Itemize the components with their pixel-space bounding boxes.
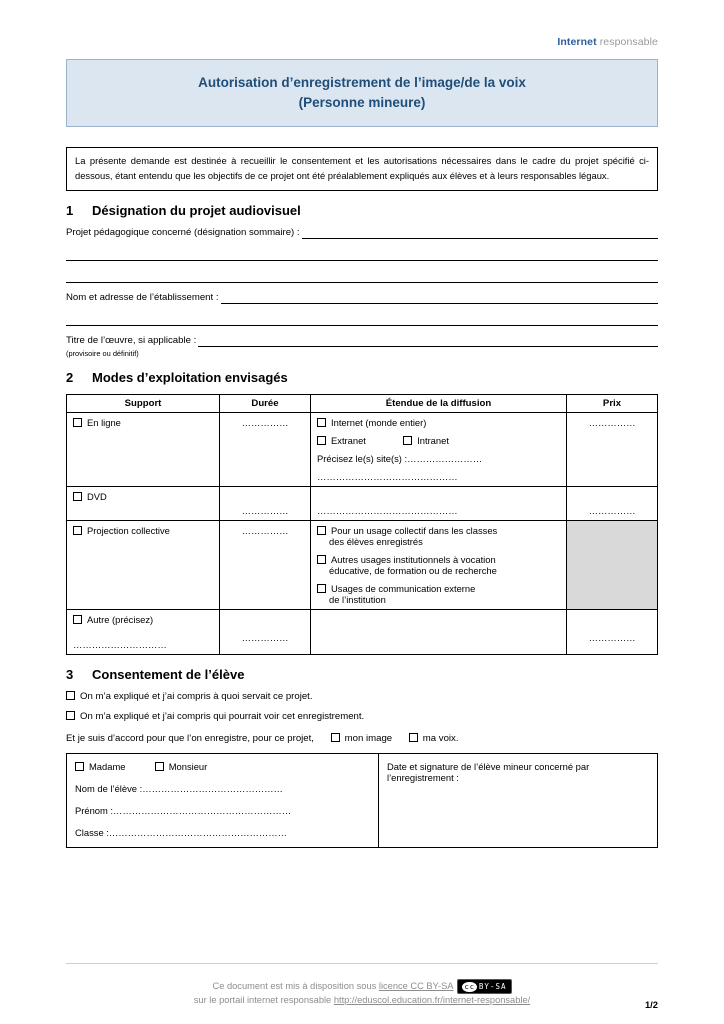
checkbox-ma-voix[interactable] bbox=[409, 733, 418, 742]
cell-duree-dvd[interactable]: …………… bbox=[220, 487, 311, 521]
diffusion-option-internet bbox=[317, 417, 560, 428]
column-header-diffusion: Étendue de la diffusion bbox=[311, 395, 567, 413]
table-row bbox=[67, 487, 658, 521]
brand-name-secondary: responsable bbox=[596, 36, 658, 48]
field-establishment-line-2[interactable] bbox=[66, 325, 658, 326]
cell-prix-autre[interactable]: …………… bbox=[567, 610, 658, 655]
checkbox-communication-externe[interactable] bbox=[317, 584, 326, 593]
label-extranet: Extranet bbox=[331, 435, 366, 447]
footer-link-license[interactable]: licence CC BY-SA bbox=[378, 980, 454, 991]
section-1-heading bbox=[66, 203, 658, 218]
label-usage-collectif-cont: des élèves enregistrés bbox=[329, 536, 423, 548]
cc-icon: cc bbox=[464, 982, 475, 991]
cell-support-dvd bbox=[67, 487, 220, 521]
label-communication-externe-cont: de l’institution bbox=[329, 594, 386, 606]
exploitation-modes-table bbox=[66, 394, 658, 655]
agreement-prefix: Et je suis d’accord pour que l’on enregistre, pour ce projet, bbox=[66, 733, 314, 745]
checkbox-intranet[interactable] bbox=[403, 436, 412, 445]
field-student-firstname[interactable]: Prénom :………………………………………………… bbox=[75, 805, 292, 817]
label-usages-institutionnels: Autres usages institutionnels à vocation bbox=[331, 554, 496, 566]
checkbox-usages-institutionnels[interactable] bbox=[317, 555, 326, 564]
section-3-title: Consentement de l’élève bbox=[92, 667, 245, 683]
diffusion-option-extranet-intranet bbox=[317, 435, 560, 446]
cell-prix-online[interactable]: …………… bbox=[567, 413, 658, 487]
label-monsieur: Monsieur bbox=[168, 761, 208, 773]
footer-line-2 bbox=[0, 994, 724, 1008]
checkbox-mon-image[interactable] bbox=[331, 733, 340, 742]
document-title-line2: (Personne mineure) bbox=[298, 94, 426, 110]
label-usages-institutionnels-cont: éducative, de formation ou de recherche bbox=[329, 565, 497, 577]
checkbox-extranet[interactable] bbox=[317, 436, 326, 445]
field-project-row bbox=[66, 227, 658, 239]
label-ma-voix: ma voix. bbox=[422, 733, 459, 745]
checkbox-consent-2[interactable] bbox=[66, 711, 75, 720]
checkbox-internet[interactable] bbox=[317, 418, 326, 427]
checkbox-monsieur[interactable] bbox=[155, 762, 164, 771]
table-row bbox=[67, 413, 658, 487]
field-student-lastname[interactable]: Nom de l’élève :……………………………………… bbox=[75, 783, 283, 795]
footer-text-portal-pre: sur le portail internet responsable bbox=[193, 995, 334, 1006]
field-project-input[interactable] bbox=[302, 227, 658, 239]
column-header-support: Support bbox=[67, 395, 220, 413]
civility-row bbox=[75, 761, 370, 772]
field-work-title-label: Titre de l’œuvre, si applicable : bbox=[66, 335, 197, 347]
footer-link-portal[interactable]: http://eduscol.education.fr/internet-responsable/ bbox=[333, 995, 531, 1006]
input-support-autre[interactable]: ………………………… bbox=[73, 639, 167, 651]
section-3-number: 3 bbox=[66, 667, 74, 683]
table-row bbox=[67, 521, 658, 610]
label-date-signature-line2: l’enregistrement : bbox=[387, 772, 459, 784]
document-title-line1: Autorisation d’enregistrement de l’image/de la voix bbox=[198, 75, 526, 90]
field-project-line-3[interactable] bbox=[66, 282, 658, 283]
field-work-title-note: (provisoire ou définitif) bbox=[66, 349, 139, 359]
section-2-number: 2 bbox=[66, 370, 74, 386]
label-internet: Internet (monde entier) bbox=[331, 417, 427, 429]
section-1-number: 1 bbox=[66, 203, 74, 219]
footer-text-license-pre: Ce document est mis à disposition sous bbox=[212, 980, 379, 991]
section-3-heading bbox=[66, 667, 658, 682]
label-support-projection: Projection collective bbox=[87, 525, 170, 537]
field-student-class[interactable]: Classe :………………………………………………… bbox=[75, 827, 287, 839]
table-header-row bbox=[67, 395, 658, 413]
document-title-box bbox=[66, 59, 658, 127]
checkbox-support-projection[interactable] bbox=[73, 526, 82, 535]
cell-prix-dvd[interactable]: …………… bbox=[567, 487, 658, 521]
cell-support-autre bbox=[67, 610, 220, 655]
consent-item-1 bbox=[66, 691, 658, 702]
field-work-title-input[interactable] bbox=[198, 335, 658, 347]
label-consent-2: On m’a expliqué et j’ai compris qui pourrait voir cet enregistrement. bbox=[80, 711, 365, 723]
section-2-heading bbox=[66, 370, 658, 385]
checkbox-madame[interactable] bbox=[75, 762, 84, 771]
checkbox-support-autre[interactable] bbox=[73, 615, 82, 624]
label-mon-image: mon image bbox=[344, 733, 393, 745]
label-support-online: En ligne bbox=[87, 417, 121, 429]
field-establishment-input[interactable] bbox=[221, 292, 658, 304]
cell-diffusion-projection bbox=[311, 521, 567, 610]
label-madame: Madame bbox=[89, 761, 126, 773]
diffusion-option-usage-collectif bbox=[317, 525, 560, 547]
table-row bbox=[67, 610, 658, 655]
section-1-title: Désignation du projet audiovisuel bbox=[92, 203, 301, 219]
diffusion-option-communication-externe bbox=[317, 583, 560, 605]
page-number: 1/2 bbox=[644, 999, 658, 1010]
cell-diffusion-dvd[interactable]: ……………………………………… bbox=[311, 487, 567, 521]
brand-name-primary: Internet bbox=[557, 36, 597, 48]
cell-diffusion-autre[interactable] bbox=[311, 610, 567, 655]
creative-commons-badge bbox=[457, 979, 511, 995]
diffusion-precisez-sites-line2[interactable]: ……………………………………… bbox=[317, 471, 458, 483]
label-usage-collectif: Pour un usage collectif dans les classes bbox=[331, 525, 498, 537]
checkbox-usage-collectif[interactable] bbox=[317, 526, 326, 535]
footer-divider bbox=[66, 963, 658, 964]
consent-item-2 bbox=[66, 711, 658, 722]
checkbox-consent-1[interactable] bbox=[66, 691, 75, 700]
cc-badge-text: BY-SA bbox=[478, 981, 507, 991]
cell-support-projection bbox=[67, 521, 220, 610]
cell-duree-autre[interactable]: …………… bbox=[220, 610, 311, 655]
cell-student-identity bbox=[67, 754, 379, 848]
footer bbox=[0, 979, 724, 1008]
brand-header bbox=[66, 0, 658, 48]
agreement-line bbox=[66, 733, 658, 744]
cell-diffusion-online bbox=[311, 413, 567, 487]
checkbox-support-online[interactable] bbox=[73, 418, 82, 427]
student-identity-table bbox=[66, 753, 658, 848]
column-header-prix: Prix bbox=[567, 395, 658, 413]
label-intranet: Intranet bbox=[417, 435, 449, 447]
cell-date-signature[interactable] bbox=[379, 754, 658, 848]
field-establishment-label: Nom et adresse de l’établissement : bbox=[66, 292, 219, 304]
intro-paragraph: La présente demande est destinée à recueillir le consentement et les autorisations nécessaires dans le cadre du projet spécifié ci-dessous, étant entendu que les objectifs de ce projet ont été préalablement expliqués aux élèves et à leurs responsables légaux. bbox=[66, 147, 658, 191]
field-establishment-row bbox=[66, 292, 658, 304]
cell-support-online bbox=[67, 413, 220, 487]
checkbox-support-dvd[interactable] bbox=[73, 492, 82, 501]
field-project-line-2[interactable] bbox=[66, 260, 658, 261]
label-support-autre: Autre (précisez) bbox=[87, 614, 154, 626]
diffusion-option-usages-institutionnels bbox=[317, 554, 560, 576]
diffusion-precisez-sites[interactable]: Précisez le(s) site(s) :…………………… bbox=[317, 453, 483, 465]
column-header-duree: Durée bbox=[220, 395, 311, 413]
section-2-title: Modes d’exploitation envisagés bbox=[92, 370, 288, 386]
table-row bbox=[67, 754, 658, 848]
cell-prix-projection bbox=[567, 521, 658, 610]
cell-duree-online[interactable]: …………… bbox=[220, 413, 311, 487]
field-project-label: Projet pédagogique concerné (désignation sommaire) : bbox=[66, 227, 300, 239]
field-work-title-row bbox=[66, 335, 658, 347]
label-communication-externe: Usages de communication externe bbox=[331, 583, 476, 595]
label-date-signature-line1: Date et signature de l’élève mineur concerné par bbox=[387, 761, 590, 773]
label-consent-1: On m’a expliqué et j’ai compris à quoi servait ce projet. bbox=[80, 691, 313, 703]
label-support-dvd: DVD bbox=[87, 491, 107, 503]
cell-duree-projection[interactable]: …………… bbox=[220, 521, 311, 610]
footer-line-1 bbox=[0, 979, 724, 995]
